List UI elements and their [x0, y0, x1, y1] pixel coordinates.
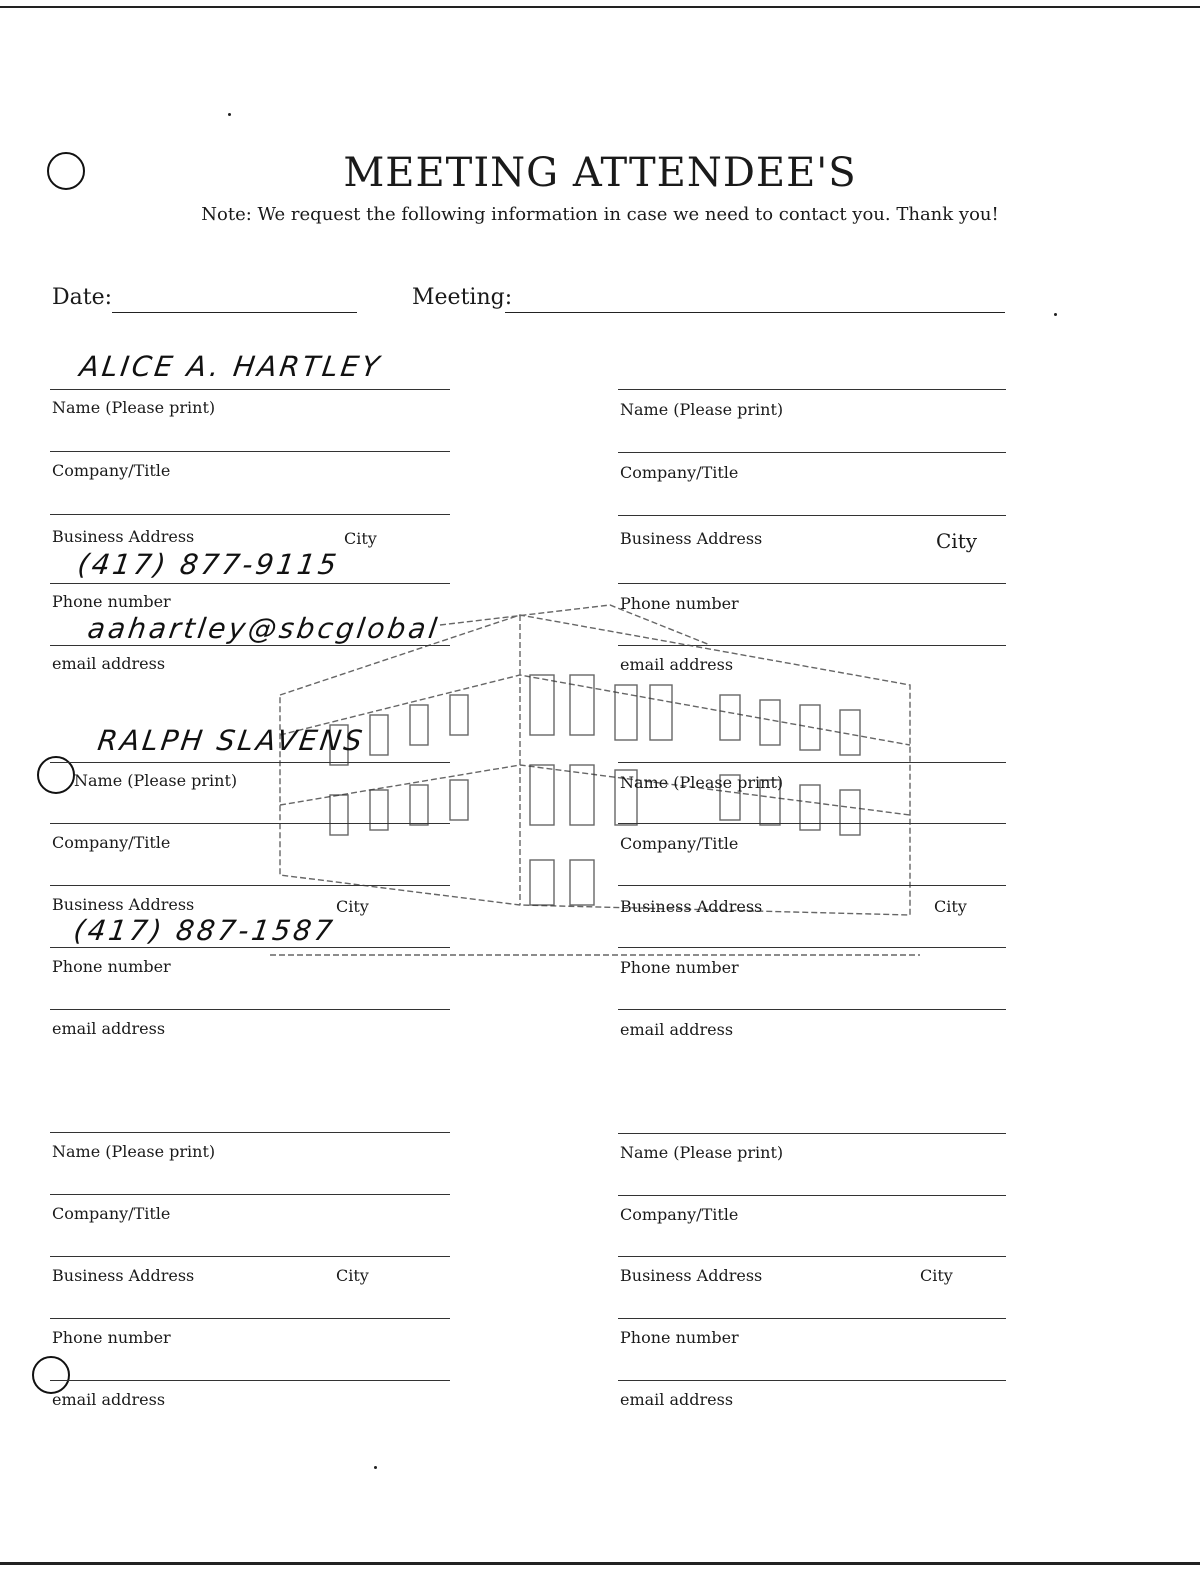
scan-speck — [374, 1466, 377, 1469]
entry-5-email-field[interactable] — [50, 1380, 450, 1381]
entry-4-address-label: Business Address — [620, 897, 763, 916]
entry-6-email-field[interactable] — [618, 1380, 1006, 1381]
entry-5-phone-label: Phone number — [52, 1328, 171, 1347]
punch-hole-icon — [32, 1356, 70, 1394]
entry-1-phone-field[interactable] — [50, 583, 450, 584]
entry-6-address-label: Business Address — [620, 1266, 763, 1285]
entry-5-company-field[interactable] — [50, 1194, 450, 1195]
entry-5-address-field[interactable] — [50, 1256, 450, 1257]
date-field[interactable] — [112, 312, 357, 313]
entry-3-name-field[interactable] — [50, 762, 450, 763]
entry-6-email-label: email address — [620, 1390, 734, 1409]
entry-4-name-field[interactable] — [618, 762, 1006, 763]
entry-6-company-label: Company/Title — [620, 1205, 739, 1224]
entry-4-city-label: City — [934, 897, 967, 916]
entry-5-address-label: Business Address — [52, 1266, 195, 1285]
entry-3-email-label: email address — [52, 1019, 166, 1038]
entry-1-phone-value: (417) 877-9115 — [75, 548, 342, 581]
entry-1-name-value: ALICE A. HARTLEY — [77, 350, 385, 383]
entry-1-company-label: Company/Title — [52, 461, 171, 480]
entry-6-phone-label: Phone number — [620, 1328, 739, 1347]
entry-6-name-label: Name (Please print) — [620, 1143, 784, 1162]
entry-1-company-field[interactable] — [50, 451, 450, 452]
entry-1-name-label: Name (Please print) — [52, 398, 216, 417]
entry-2-company-field[interactable] — [618, 452, 1006, 453]
date-label: Date: — [52, 285, 113, 310]
entry-1-email-field[interactable] — [50, 645, 450, 646]
entry-4-company-label: Company/Title — [620, 834, 739, 853]
page-title: MEETING ATTENDEE'S — [343, 150, 857, 196]
entry-6-address-field[interactable] — [618, 1256, 1006, 1257]
entry-4-name-label: Name (Please print) — [620, 773, 784, 792]
entry-3-company-field[interactable] — [50, 823, 450, 824]
entry-2-address-label: Business Address — [620, 529, 763, 548]
entry-1-name-field[interactable] — [50, 389, 450, 390]
entry-4-email-field[interactable] — [618, 1009, 1006, 1010]
bottom-border — [0, 1562, 1200, 1565]
entry-3-email-field[interactable] — [50, 1009, 450, 1010]
meeting-field[interactable] — [505, 312, 1005, 313]
entry-1-address-field[interactable] — [50, 514, 450, 515]
entry-3-phone-field[interactable] — [50, 947, 450, 948]
entry-1-phone-label: Phone number — [52, 592, 171, 611]
entry-1-address-label: Business Address — [52, 527, 195, 546]
entry-4-email-label: email address — [620, 1020, 734, 1039]
entry-2-name-label: Name (Please print) — [620, 400, 784, 419]
entry-2-address-field[interactable] — [618, 515, 1006, 516]
entry-1-city-label: City — [344, 529, 377, 548]
entry-3-address-field[interactable] — [50, 885, 450, 886]
entry-6-city-label: City — [920, 1266, 953, 1285]
entry-6-company-field[interactable] — [618, 1195, 1006, 1196]
entry-3-address-label: Business Address — [52, 895, 195, 914]
entry-6-phone-field[interactable] — [618, 1318, 1006, 1319]
entry-3-city-label: City — [336, 897, 369, 916]
entry-5-company-label: Company/Title — [52, 1204, 171, 1223]
entry-3-company-label: Company/Title — [52, 833, 171, 852]
entry-2-email-label: email address — [620, 655, 734, 674]
entry-4-company-field[interactable] — [618, 823, 1006, 824]
entry-5-email-label: email address — [52, 1390, 166, 1409]
entry-2-company-label: Company/Title — [620, 463, 739, 482]
entry-5-phone-field[interactable] — [50, 1318, 450, 1319]
entry-4-phone-field[interactable] — [618, 947, 1006, 948]
entry-5-name-field[interactable] — [50, 1132, 450, 1133]
entry-2-phone-field[interactable] — [618, 583, 1006, 584]
entry-1-email-label: email address — [52, 654, 166, 673]
entry-2-city-label: City — [936, 529, 978, 553]
form-note: Note: We request the following information in case we need to contact you. Thank you! — [201, 204, 999, 225]
entry-5-name-label: Name (Please print) — [52, 1142, 216, 1161]
entry-4-phone-label: Phone number — [620, 958, 739, 977]
top-border — [0, 6, 1200, 8]
entry-3-name-label: Name (Please print) — [74, 771, 238, 790]
entry-3-name-value: RALPH SLAVENS — [95, 724, 368, 757]
scan-speck — [228, 113, 231, 116]
entry-3-phone-label: Phone number — [52, 957, 171, 976]
scan-speck — [1054, 313, 1057, 316]
entry-6-name-field[interactable] — [618, 1133, 1006, 1134]
meeting-label: Meeting: — [412, 285, 513, 310]
entry-3-phone-value: (417) 887-1587 — [71, 914, 338, 947]
entry-2-email-field[interactable] — [618, 645, 1006, 646]
entry-5-city-label: City — [336, 1266, 369, 1285]
entry-1-email-value: aahartley@sbcglobal — [85, 612, 442, 645]
entry-4-address-field[interactable] — [618, 885, 1006, 886]
entry-2-phone-label: Phone number — [620, 594, 739, 613]
entry-2-name-field[interactable] — [618, 389, 1006, 390]
